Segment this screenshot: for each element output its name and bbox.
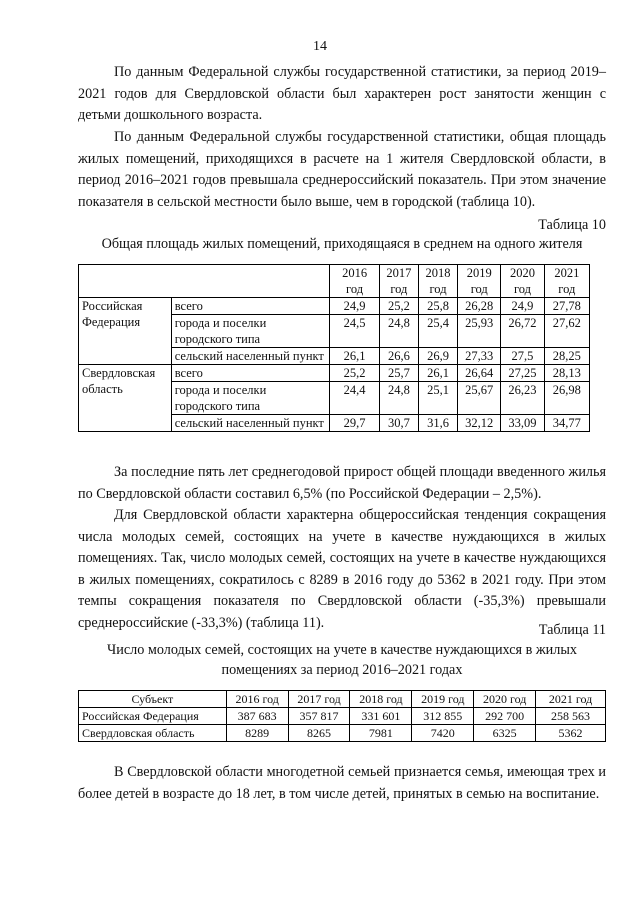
header-empty-cell xyxy=(79,265,330,298)
value-cell: 30,7 xyxy=(379,415,418,432)
paragraph-living-space: По данным Федеральной службы государственной статистики, общая площадь жилых помещений, приходящихся в расчете на 1 жителя Свердловской области, в период 2016–2021 годов превышала среднероссийский показатель. При этом значение показателя в сельской местности было выше, чем в городской (таблица 10). xyxy=(78,129,606,210)
value-cell: 26,72 xyxy=(501,315,544,348)
value-cell: 27,25 xyxy=(501,365,544,382)
value-cell: 26,28 xyxy=(458,298,501,315)
header-cell: 2021 год xyxy=(536,691,606,708)
header-year-cell: 2019 год xyxy=(458,265,501,298)
value-cell: 24,5 xyxy=(330,315,379,348)
table-row xyxy=(79,708,606,725)
header-cell: Субъект xyxy=(79,691,227,708)
header-year-cell: 2021 год xyxy=(544,265,589,298)
value-cell: 25,1 xyxy=(418,382,457,415)
value-cell: 24,9 xyxy=(501,298,544,315)
value-cell: 25,7 xyxy=(379,365,418,382)
value-cell: 387 683 xyxy=(226,708,288,725)
region-cell: Свердловская область xyxy=(79,365,172,432)
subject-cell: Российская Федерация xyxy=(79,708,227,725)
header-year-cell: 2020 год xyxy=(501,265,544,298)
value-cell: 26,1 xyxy=(330,348,379,365)
header-year-cell: 2018 год xyxy=(418,265,457,298)
living-space-table xyxy=(78,264,590,432)
value-cell: 26,1 xyxy=(418,365,457,382)
value-cell: 29,7 xyxy=(330,415,379,432)
value-cell: 312 855 xyxy=(412,708,474,725)
value-cell: 258 563 xyxy=(536,708,606,725)
value-cell: 27,78 xyxy=(544,298,589,315)
header-cell: 2016 год xyxy=(226,691,288,708)
young-families-table xyxy=(78,690,606,742)
value-cell: 292 700 xyxy=(474,708,536,725)
row-label: города и поселки городского типа xyxy=(171,315,330,348)
value-cell: 34,77 xyxy=(544,415,589,432)
header-cell: 2018 год xyxy=(350,691,412,708)
region-cell: Российская Федерация xyxy=(79,298,172,365)
table-header-row xyxy=(79,265,590,298)
row-label: всего xyxy=(171,298,330,315)
value-cell: 8265 xyxy=(288,725,350,742)
header-year-cell: 2017 год xyxy=(379,265,418,298)
row-label: сельский населенный пункт xyxy=(171,415,330,432)
table-row xyxy=(79,725,606,742)
value-cell: 31,6 xyxy=(418,415,457,432)
value-cell: 26,6 xyxy=(379,348,418,365)
value-cell: 25,8 xyxy=(418,298,457,315)
value-cell: 27,33 xyxy=(458,348,501,365)
table-row xyxy=(79,298,590,315)
table-row xyxy=(79,365,590,382)
value-cell: 32,12 xyxy=(458,415,501,432)
table11-title-line2: помещениях за период 2016–2021 годах xyxy=(221,662,463,678)
value-cell: 24,9 xyxy=(330,298,379,315)
value-cell: 28,13 xyxy=(544,365,589,382)
value-cell: 33,09 xyxy=(501,415,544,432)
row-label: всего xyxy=(171,365,330,382)
value-cell: 27,5 xyxy=(501,348,544,365)
table11-title-line1: Число молодых семей, состоящих на учете в качестве нуждающихся в жилых xyxy=(107,642,577,658)
paragraph-young-families: Для Свердловской области характерна общероссийская тенденция сокращения числа молодых семей, состоящих на учете в качестве нуждающихся в жилых помещениях. Так, число молодых семей, состоящих на учете в качестве нуждающихся в жилых помещениях, сократилось с 8289 в 2016 году до 5362 в 2021 году. При этом темпы сокращения показателя по Свердловской области (-35,3%) превышали среднероссийские (-33,3%) (таблица 11). xyxy=(78,507,606,631)
value-cell: 25,2 xyxy=(379,298,418,315)
value-cell: 26,64 xyxy=(458,365,501,382)
value-cell: 8289 xyxy=(226,725,288,742)
value-cell: 5362 xyxy=(536,725,606,742)
header-year-cell: 2016 год xyxy=(330,265,379,298)
header-cell: 2017 год xyxy=(288,691,350,708)
value-cell: 25,93 xyxy=(458,315,501,348)
value-cell: 26,98 xyxy=(544,382,589,415)
paragraph-large-families: В Свердловской области многодетной семьей признается семья, имеющая трех и более детей в возрасте до 18 лет, в том числе детей, принятых в семью на воспитание. xyxy=(78,764,606,802)
value-cell: 24,8 xyxy=(379,315,418,348)
table10-caption: Таблица 10 xyxy=(538,217,606,233)
value-cell: 26,9 xyxy=(418,348,457,365)
page-number: 14 xyxy=(313,39,327,54)
paragraph-housing-growth: За последние пять лет среднегодовой прирост общей площади введенного жилья по Свердловской области составил 6,5% (по Российской Федерации – 2,5%). xyxy=(78,464,606,502)
subject-cell: Свердловская область xyxy=(79,725,227,742)
value-cell: 25,2 xyxy=(330,365,379,382)
value-cell: 24,8 xyxy=(379,382,418,415)
header-cell: 2020 год xyxy=(474,691,536,708)
value-cell: 25,67 xyxy=(458,382,501,415)
table-header-row xyxy=(79,691,606,708)
value-cell: 7420 xyxy=(412,725,474,742)
value-cell: 357 817 xyxy=(288,708,350,725)
value-cell: 25,4 xyxy=(418,315,457,348)
table11-caption: Таблица 11 xyxy=(538,622,606,638)
header-cell: 2019 год xyxy=(412,691,474,708)
value-cell: 7981 xyxy=(350,725,412,742)
table10-title: Общая площадь жилых помещений, приходящаяся в среднем на одного жителя xyxy=(101,236,583,252)
paragraph-employment: По данным Федеральной службы государственной статистики, за период 2019–2021 годов для Свердловской области был характерен рост занятости женщин с детьми дошкольного возраста. xyxy=(78,64,606,123)
value-cell: 6325 xyxy=(474,725,536,742)
row-label: сельский населенный пункт xyxy=(171,348,330,365)
value-cell: 28,25 xyxy=(544,348,589,365)
value-cell: 24,4 xyxy=(330,382,379,415)
value-cell: 26,23 xyxy=(501,382,544,415)
row-label: города и поселки городского типа xyxy=(171,382,330,415)
value-cell: 27,62 xyxy=(544,315,589,348)
value-cell: 331 601 xyxy=(350,708,412,725)
